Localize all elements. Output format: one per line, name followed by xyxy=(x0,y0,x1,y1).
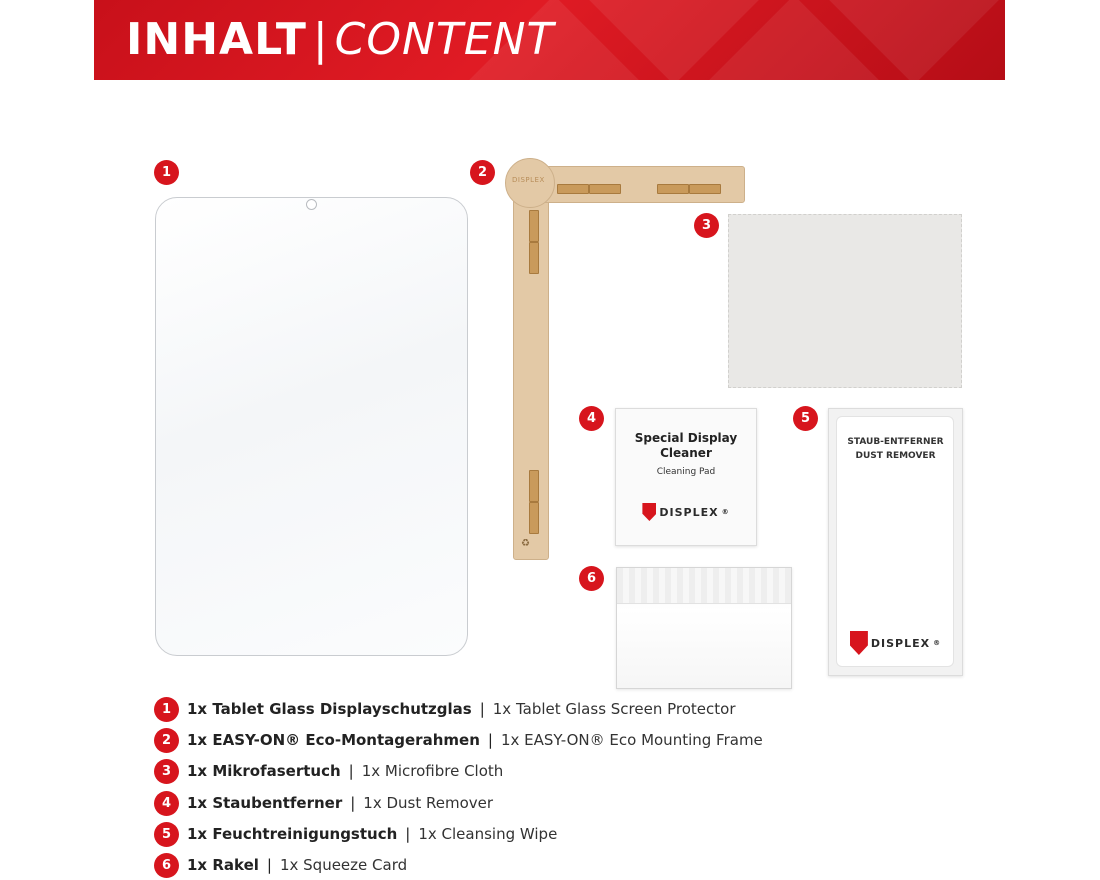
legend-row xyxy=(154,758,503,784)
item-number-badge: 5 xyxy=(793,406,818,431)
title-separator: | xyxy=(312,14,329,65)
brand-name: DISPLEX xyxy=(659,505,719,519)
item-number-badge: 1 xyxy=(154,697,179,722)
cleaning-pad-title: Special Display Cleaner xyxy=(634,431,738,460)
cleaning-pad xyxy=(615,408,757,546)
frame-tab xyxy=(529,210,539,242)
legend-separator: | xyxy=(405,825,411,843)
frame-tab xyxy=(689,184,721,194)
legend-row xyxy=(154,852,407,878)
screen-protector-glass xyxy=(155,197,468,656)
registered-mark: ® xyxy=(933,639,942,647)
legend-english: 1x Tablet Glass Screen Protector xyxy=(492,700,736,718)
legend-row xyxy=(154,727,763,753)
legend-english: 1x Microfibre Cloth xyxy=(361,762,504,780)
legend-german: 1x Staubentferner xyxy=(187,794,343,812)
recycle-icon: ♻ xyxy=(521,538,530,549)
item-number-badge: 4 xyxy=(154,791,179,816)
legend-separator: | xyxy=(348,762,354,780)
frame-tab xyxy=(589,184,621,194)
legend-english: 1x Cleansing Wipe xyxy=(418,825,558,843)
legend-german: 1x EASY-ON® Eco-Montagerahmen xyxy=(187,731,480,749)
legend-german: 1x Tablet Glass Displayschutzglas xyxy=(187,700,472,718)
microfibre-cloth xyxy=(728,214,962,388)
title-german: INHALT xyxy=(126,14,307,65)
cleaning-pad-subtitle: Cleaning Pad xyxy=(656,467,716,477)
item-number-badge: 6 xyxy=(579,566,604,591)
item-number-badge: 1 xyxy=(154,160,179,185)
frame-tab xyxy=(529,242,539,274)
legend-english: 1x Squeeze Card xyxy=(279,856,408,874)
item-number-badge: 4 xyxy=(579,406,604,431)
page-title xyxy=(126,14,554,66)
legend-row xyxy=(154,696,736,722)
brand-name: DISPLEX xyxy=(870,636,931,650)
displex-logo xyxy=(616,503,756,521)
dust-remover-title-de: STAUB-ENTFERNER xyxy=(847,437,944,447)
frame-mini-logo: DISPLEX xyxy=(512,176,545,184)
squeeze-card-strip xyxy=(617,568,791,604)
title-english: CONTENT xyxy=(334,14,555,65)
legend-row xyxy=(154,821,557,847)
item-number-badge: 2 xyxy=(154,728,179,753)
squeeze-card xyxy=(616,567,792,689)
dust-remover-title-en: DUST REMOVER xyxy=(855,451,936,461)
registered-mark: ® xyxy=(721,508,730,516)
legend-german: 1x Rakel xyxy=(187,856,259,874)
item-number-badge: 5 xyxy=(154,822,179,847)
frame-tab xyxy=(529,470,539,502)
frame-tab xyxy=(657,184,689,194)
legend-english: 1x Dust Remover xyxy=(363,794,494,812)
frame-tab xyxy=(529,502,539,534)
dust-remover-sticker xyxy=(828,408,963,676)
frame-tab xyxy=(557,184,589,194)
legend-german: 1x Mikrofasertuch xyxy=(187,762,341,780)
legend-separator: | xyxy=(266,856,272,874)
shield-logo-icon xyxy=(850,631,868,655)
legend-separator: | xyxy=(350,794,356,812)
legend-row xyxy=(154,790,493,816)
header-banner xyxy=(94,0,1005,80)
shield-logo-icon xyxy=(642,503,656,521)
item-number-badge: 3 xyxy=(154,759,179,784)
legend-english: 1x EASY-ON® Eco Mounting Frame xyxy=(500,731,763,749)
legend-separator: | xyxy=(487,731,493,749)
item-number-badge: 2 xyxy=(470,160,495,185)
legend-german: 1x Feuchtreinigungstuch xyxy=(187,825,398,843)
displex-logo xyxy=(829,631,962,655)
item-number-badge: 3 xyxy=(694,213,719,238)
camera-cutout xyxy=(306,199,317,210)
item-number-badge: 6 xyxy=(154,853,179,878)
dust-remover-title xyxy=(829,435,962,463)
legend-separator: | xyxy=(479,700,485,718)
frame-corner-knob xyxy=(505,158,555,208)
